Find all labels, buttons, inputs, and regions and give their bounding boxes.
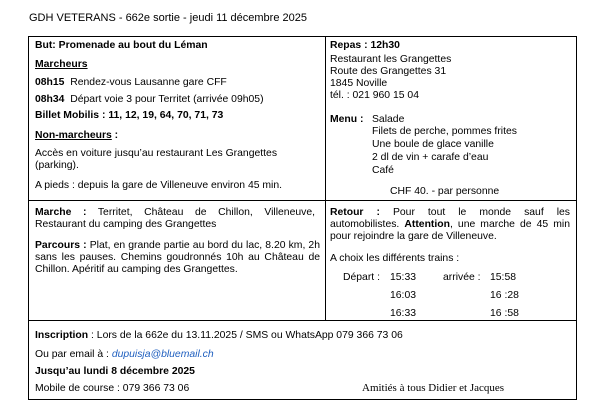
marcheurs-time-1: 08h15 xyxy=(35,77,65,88)
billet-line xyxy=(35,110,223,122)
email-label: Ou par email à : xyxy=(35,349,109,360)
repas-address-4: tél. : 021 960 15 04 xyxy=(330,90,419,101)
mobile-line: Mobile de course : 079 366 73 06 xyxy=(35,383,190,394)
inscription-label: Inscription xyxy=(35,330,89,341)
repas-address-3: 1845 Noville xyxy=(330,78,388,89)
but-text: Promenade au bout du Léman xyxy=(58,40,208,51)
menu-item-4: 2 dl de vin + carafe d’eau xyxy=(372,152,489,163)
train-arrivee: 16 :28 xyxy=(490,290,519,301)
train-arrivee: 15:58 xyxy=(490,272,517,283)
repas-address-2: Route des Grangettes 31 xyxy=(330,66,447,77)
parcours-paragraph xyxy=(35,240,320,276)
non-marcheurs-heading xyxy=(35,130,118,142)
train-arrivee: 16 :58 xyxy=(490,308,519,319)
retour-text-a: Pour tout le monde sauf les automobilistes. xyxy=(330,207,571,230)
depart-label: Départ : xyxy=(343,272,380,283)
inscription-line xyxy=(35,330,403,342)
repas-label: Repas : xyxy=(330,40,368,51)
retour-attention: Attention xyxy=(404,219,450,230)
marcheurs-time-2: 08h34 xyxy=(35,94,65,105)
parcours-label: Parcours : xyxy=(35,240,87,251)
menu-item-5: Café xyxy=(372,165,394,176)
billet-label: Billet Mobilis : xyxy=(35,110,106,121)
parcours-text: Plat, en grande partie au bord du lac, 8.20 km, 2h sans les pauses. Chemins goudronnés 10h au Château de Chillon. Apéritif au camping des Grangettes. xyxy=(35,240,320,275)
row-divider-1 xyxy=(28,200,577,201)
but-label: But: xyxy=(35,40,56,51)
greeting: Amitiés à tous Didier et Jacques xyxy=(362,382,505,394)
billet-value: 11, 12, 19, 64, 70, 71, 73 xyxy=(108,110,224,121)
column-divider xyxy=(325,36,326,321)
marcheurs-text-2: Départ voie 3 pour Territet (arrivée 09h05) xyxy=(70,94,264,105)
marcheurs-heading: Marcheurs xyxy=(35,59,88,70)
train-depart: 16:03 xyxy=(390,290,417,301)
retour-text-b: , une marche de 45 min pour rejoindre la gare de Villeneuve. xyxy=(330,219,570,242)
menu-item-2: Filets de perche, pommes frites xyxy=(372,126,517,137)
email-line xyxy=(35,349,214,361)
retour-label: Retour : xyxy=(330,207,380,218)
train-depart: 15:33 xyxy=(390,272,417,283)
but-line xyxy=(35,40,208,52)
non-marcheurs-text-1: Accès en voiture jusqu’au restaurant Les Grangettes (parking). xyxy=(35,148,278,171)
repas-address-1: Restaurant les Grangettes xyxy=(330,54,452,65)
trains-intro: A choix les différents trains : xyxy=(330,253,460,264)
marcheurs-text-1: Rendez-vous Lausanne gare CFF xyxy=(70,77,227,88)
repas-time: 12h30 xyxy=(370,40,400,51)
repas-line xyxy=(330,40,400,52)
arrivee-label: arrivée : xyxy=(443,272,481,283)
marcheurs-line-1 xyxy=(35,77,227,89)
retour-paragraph xyxy=(330,207,570,243)
page-title: GDH VETERANS - 662e sortie - jeudi 11 décembre 2025 xyxy=(29,12,307,24)
menu-item-1: Salade xyxy=(372,114,405,125)
inscription-text: : Lors de la 662e du 13.11.2025 / SMS ou WhatsApp 079 366 73 06 xyxy=(88,330,403,341)
non-marcheurs-heading-text: Non-marcheurs xyxy=(35,130,112,141)
train-depart: 16:33 xyxy=(390,308,417,319)
marche-text: Territet, Château de Chillon, Villeneuve, Restaurant du camping des Grangettes xyxy=(35,207,315,230)
marcheurs-line-2 xyxy=(35,94,264,106)
inscription-deadline: Jusqu’au lundi 8 décembre 2025 xyxy=(35,366,195,377)
menu-price: CHF 40. - par personne xyxy=(390,186,500,197)
email-link[interactable]: dupuisja@bluemail.ch xyxy=(111,349,214,360)
marche-label: Marche : xyxy=(35,207,87,218)
menu-item-3: Une boule de glace vanille xyxy=(372,139,494,150)
menu-label: Menu : xyxy=(330,114,364,125)
marche-paragraph xyxy=(35,207,315,231)
non-marcheurs-text-2: A pieds : depuis la gare de Villeneuve environ 45 min. xyxy=(35,180,283,191)
row-divider-2 xyxy=(28,320,577,321)
non-marcheurs-heading-colon: : xyxy=(111,130,119,141)
